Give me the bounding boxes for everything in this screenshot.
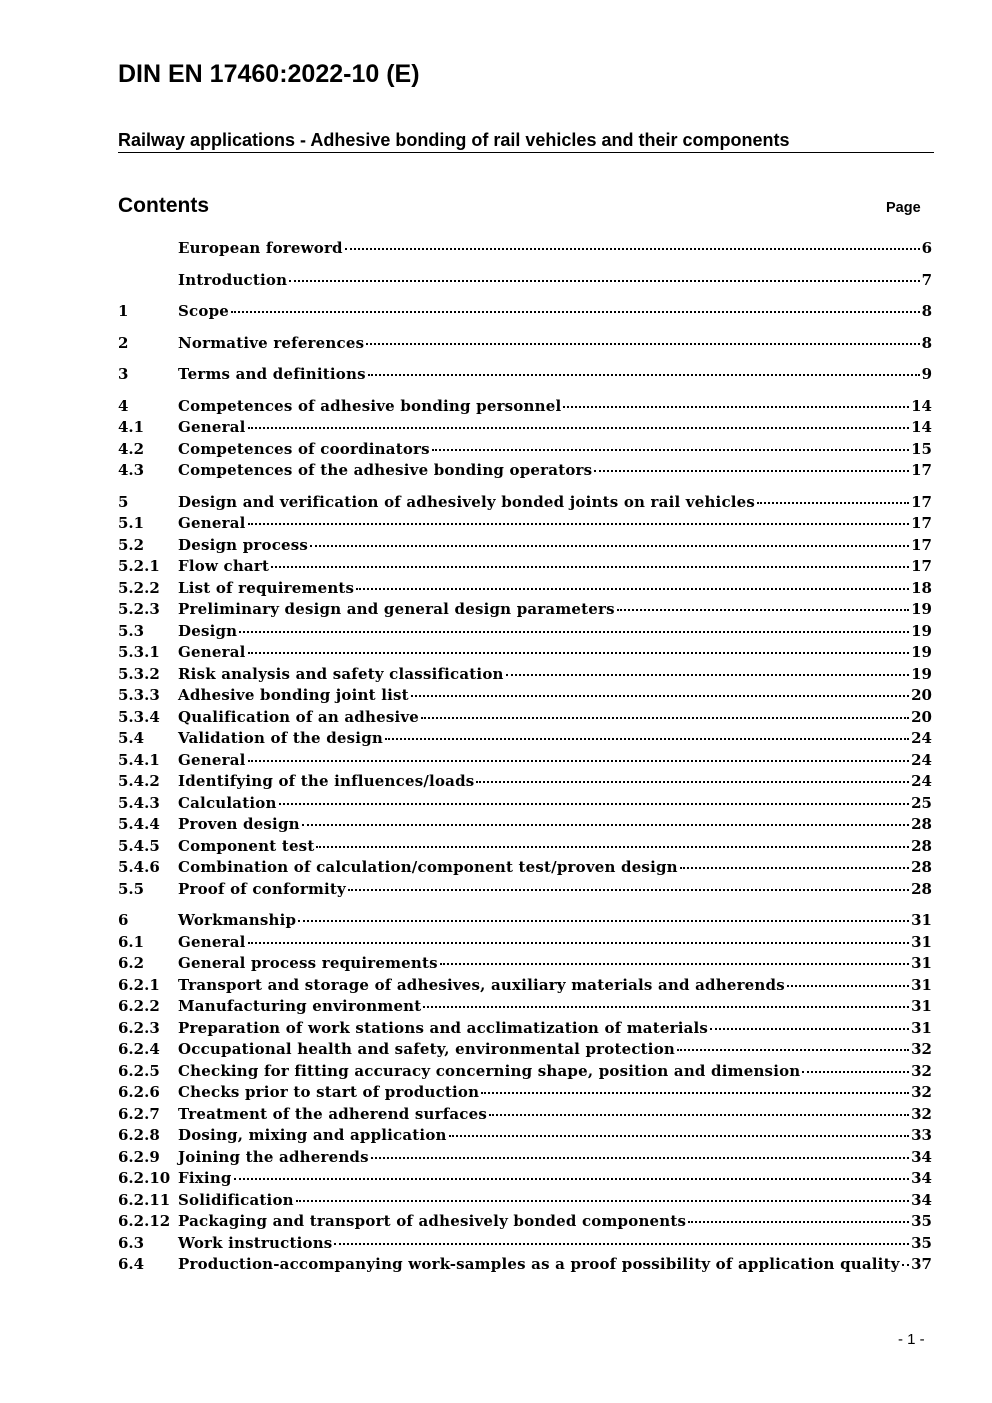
toc-entry-title: General [178, 514, 246, 532]
toc-dot-leader [385, 738, 909, 740]
toc-dot-leader [334, 1243, 909, 1245]
toc-entry-title: Design and verification of adhesively bonded joints on rail vehicles [178, 492, 756, 511]
toc-entry-title: Introduction [178, 270, 288, 289]
toc-entry-title: Packaging and transport of adhesively bonded components [178, 1212, 687, 1230]
document-subtitle: Railway applications - Adhesive bonding of rail vehicles and their components [118, 130, 934, 153]
toc-entry-title: Preliminary design and general design parameters [178, 600, 615, 618]
toc-entry-title: Production-accompanying work-samples as a proof possibility of application quality [178, 1255, 900, 1273]
toc-entry-title: Combination of calculation/component test/proven design [178, 858, 678, 876]
toc-dot-leader [310, 545, 909, 547]
toc-entry-page: 34 [911, 1190, 932, 1209]
toc-entry-page: 31 [911, 975, 932, 994]
toc-entry-number: 6.2.7 [118, 1104, 160, 1123]
toc-dot-leader [617, 609, 909, 611]
toc-entry-title: Design process [178, 535, 309, 554]
toc-entry-page: 31 [911, 911, 932, 929]
toc-dot-leader [231, 311, 920, 313]
toc-dot-leader [248, 427, 910, 429]
toc-entry[interactable] [118, 1254, 932, 1276]
toc-entry-page: 19 [911, 643, 932, 661]
toc-entry-title: Competences of coordinators [178, 439, 430, 458]
toc-entry-title: Occupational health and safety, environmental protection [178, 1040, 676, 1058]
toc-entry-number: 5.2.1 [118, 557, 160, 575]
toc-entry[interactable] [118, 910, 932, 932]
toc-entry-page: 17 [911, 535, 932, 554]
toc-entry[interactable] [118, 578, 932, 600]
toc-entry-number: 6.2.9 [118, 1147, 160, 1166]
toc-dot-leader [688, 1221, 909, 1223]
toc-entry-number: 5.3.2 [118, 664, 160, 683]
toc-entry-number: 6.2.3 [118, 1018, 160, 1037]
toc-entry[interactable] [118, 364, 932, 386]
toc-entry-number: 4.2 [118, 439, 145, 458]
toc-dot-leader [368, 374, 920, 376]
toc-dot-leader [366, 343, 919, 345]
toc-dot-leader [348, 889, 909, 891]
toc-entry-number: 5.5 [118, 879, 145, 898]
toc-entry[interactable] [118, 492, 932, 514]
toc-entry[interactable] [118, 599, 932, 621]
toc-entry[interactable] [118, 556, 932, 578]
toc-entry[interactable] [118, 836, 932, 858]
toc-entry-number: 6.2.8 [118, 1126, 160, 1144]
toc-entry-title: General [178, 643, 246, 661]
toc-entry[interactable] [118, 707, 932, 729]
toc-entry-number: 6.2 [118, 954, 145, 972]
toc-entry-page: 17 [911, 461, 932, 479]
toc-entry-number: 5.4.2 [118, 772, 160, 790]
toc-dot-leader [594, 470, 909, 472]
toc-entry-page: 8 [921, 333, 932, 352]
toc-entry-title: Validation of the design [178, 729, 383, 747]
toc-dot-leader [481, 1092, 909, 1094]
toc-entry[interactable] [118, 642, 932, 664]
toc-entry-title: Terms and definitions [178, 365, 366, 383]
toc-entry-title: Qualification of an adhesive [178, 707, 420, 726]
toc-entry[interactable] [118, 1018, 932, 1040]
toc-entry-number: 5 [118, 492, 129, 511]
toc-entry-title: General [178, 932, 246, 951]
toc-entry-number: 4 [118, 396, 129, 415]
toc-entry-number: 6.3 [118, 1233, 145, 1252]
toc-entry[interactable] [118, 396, 932, 418]
toc-dot-leader [506, 674, 909, 676]
toc-entry[interactable] [118, 793, 932, 815]
toc-entry-number: 4.1 [118, 418, 145, 436]
toc-entry-number: 6.1 [118, 932, 145, 951]
toc-entry-page: 32 [911, 1083, 932, 1101]
toc-entry-number: 6.2.5 [118, 1061, 160, 1080]
toc-entry-page: 31 [911, 1018, 932, 1037]
toc-entry-title: Design [178, 621, 238, 640]
toc-entry[interactable] [118, 1104, 932, 1126]
toc-dot-leader [248, 760, 910, 762]
toc-dot-leader [298, 920, 909, 922]
toc-entry-number: 6 [118, 911, 129, 929]
toc-entry[interactable] [118, 932, 932, 954]
toc-dot-leader [757, 502, 909, 504]
toc-entry-number: 6.4 [118, 1255, 145, 1273]
toc-entry-page: 31 [911, 932, 932, 951]
toc-entry-title: Checks prior to start of production [178, 1083, 480, 1101]
toc-entry-number: 5.4.5 [118, 836, 160, 855]
toc-entry[interactable] [118, 1233, 932, 1255]
toc-entry[interactable] [118, 1147, 932, 1169]
toc-entry-title: Proven design [178, 815, 300, 833]
toc-entry[interactable] [118, 953, 932, 975]
toc-entry-number: 5.4.3 [118, 793, 160, 812]
toc-entry-number: 5.4.1 [118, 750, 160, 769]
contents-heading: Contents [118, 194, 209, 217]
toc-entry-number: 6.2.12 [118, 1212, 171, 1230]
toc-entry-page: 25 [911, 793, 932, 812]
toc-entry-page: 14 [911, 396, 932, 415]
toc-entry[interactable] [118, 535, 932, 557]
toc-entry[interactable] [118, 664, 932, 686]
toc-dot-leader [289, 280, 919, 282]
toc-entry-page: 28 [911, 858, 932, 876]
toc-entry[interactable] [118, 750, 932, 772]
toc-entry[interactable] [118, 879, 932, 901]
toc-entry-title: Competences of the adhesive bonding operators [178, 461, 593, 479]
toc-entry-page: 31 [911, 954, 932, 972]
document-title: DIN EN 17460:2022-10 (E) [118, 60, 420, 88]
toc-entry-page: 17 [911, 557, 932, 575]
toc-entry[interactable] [118, 1125, 932, 1147]
toc-dot-leader [440, 963, 909, 965]
toc-entry[interactable] [118, 685, 932, 707]
toc-entry-page: 37 [911, 1255, 932, 1273]
toc-entry-page: 20 [911, 707, 932, 726]
page-number: - 1 - [898, 1331, 925, 1348]
toc-entry[interactable] [118, 1082, 932, 1104]
toc-entry-title: Proof of conformity [178, 879, 346, 898]
toc-entry-page: 20 [911, 686, 932, 704]
toc-entry-title: Component test [178, 836, 315, 855]
toc-entry[interactable] [118, 814, 932, 836]
toc-dot-leader [356, 588, 909, 590]
toc-entry-number: 5.3.1 [118, 643, 160, 661]
toc-entry-number: 1 [118, 302, 129, 320]
toc-entry-number: 5.3 [118, 621, 145, 640]
toc-entry-title: Fixing [178, 1169, 232, 1187]
toc-dot-leader [248, 523, 910, 525]
toc-dot-leader [316, 846, 909, 848]
toc-entry-page: 6 [921, 239, 932, 257]
toc-entry-page: 35 [911, 1233, 932, 1252]
toc-entry-page: 24 [911, 772, 932, 790]
toc-entry[interactable] [118, 996, 932, 1018]
toc-entry-title: Solidification [178, 1190, 294, 1209]
toc-entry-title: General process requirements [178, 954, 438, 972]
toc-entry-title: Manufacturing environment [178, 997, 422, 1015]
toc-dot-leader [421, 717, 909, 719]
toc-entry-title: General [178, 750, 246, 769]
toc-entry-page: 19 [911, 600, 932, 618]
toc-dot-leader [802, 1071, 909, 1073]
toc-entry-number: 5.3.4 [118, 707, 160, 726]
toc-entry-title: Transport and storage of adhesives, auxiliary materials and adherends [178, 975, 785, 994]
toc-entry-page: 8 [921, 302, 932, 320]
toc-entry-page: 34 [911, 1147, 932, 1166]
toc-entry-number: 5.1 [118, 514, 145, 532]
toc-entry[interactable] [118, 238, 932, 260]
toc-entry-page: 24 [911, 750, 932, 769]
toc-entry-title: Competences of adhesive bonding personnel [178, 396, 562, 415]
toc-entry-page: 31 [911, 997, 932, 1015]
table-of-contents [118, 238, 932, 1276]
toc-entry-page: 15 [911, 439, 932, 458]
toc-entry-number: 2 [118, 333, 129, 352]
toc-entry-title: Workmanship [178, 911, 297, 929]
toc-entry[interactable] [118, 513, 932, 535]
toc-entry-title: List of requirements [178, 578, 355, 597]
toc-entry-title: Scope [178, 302, 230, 320]
toc-entry-title: Checking for fitting accuracy concerning shape, position and dimension [178, 1061, 801, 1080]
toc-dot-leader [677, 1049, 909, 1051]
toc-entry-page: 9 [921, 365, 932, 383]
toc-entry-page: 33 [911, 1126, 932, 1144]
toc-dot-leader [432, 449, 909, 451]
toc-entry-number: 6.2.1 [118, 975, 160, 994]
toc-dot-leader [248, 942, 910, 944]
toc-entry-page: 24 [911, 729, 932, 747]
toc-entry-page: 19 [911, 664, 932, 683]
toc-dot-leader [296, 1200, 909, 1202]
toc-entry[interactable] [118, 460, 932, 482]
toc-entry-number: 5.4.4 [118, 815, 160, 833]
toc-entry-number: 5.2 [118, 535, 145, 554]
toc-entry-page: 28 [911, 815, 932, 833]
toc-entry-page: 35 [911, 1212, 932, 1230]
toc-dot-leader [345, 248, 920, 250]
toc-entry[interactable] [118, 728, 932, 750]
toc-entry-number: 5.4 [118, 729, 145, 747]
toc-entry[interactable] [118, 975, 932, 997]
toc-entry-title: General [178, 418, 246, 436]
toc-entry[interactable] [118, 417, 932, 439]
toc-entry-number: 6.2.11 [118, 1190, 171, 1209]
toc-entry-page: 32 [911, 1104, 932, 1123]
toc-dot-leader [279, 803, 910, 805]
toc-dot-leader [411, 695, 909, 697]
toc-entry-title: Joining the adherends [178, 1147, 369, 1166]
toc-dot-leader [476, 781, 909, 783]
toc-entry-number: 5.3.3 [118, 686, 160, 704]
toc-entry-number: 5.4.6 [118, 858, 160, 876]
toc-entry[interactable] [118, 301, 932, 323]
toc-dot-leader [489, 1114, 909, 1116]
toc-entry-number: 4.3 [118, 461, 145, 479]
toc-entry-title: Calculation [178, 793, 277, 812]
toc-entry-page: 7 [921, 270, 932, 289]
toc-entry[interactable] [118, 333, 932, 355]
toc-dot-leader [234, 1178, 910, 1180]
toc-entry-number: 6.2.6 [118, 1083, 160, 1101]
toc-dot-leader [248, 652, 910, 654]
toc-entry-title: Adhesive bonding joint list [178, 686, 409, 704]
toc-dot-leader [787, 985, 909, 987]
toc-entry-page: 19 [911, 621, 932, 640]
toc-entry-number: 6.2.10 [118, 1169, 171, 1187]
toc-dot-leader [302, 824, 909, 826]
toc-dot-leader [271, 566, 909, 568]
toc-entry[interactable] [118, 1190, 932, 1212]
toc-dot-leader [423, 1006, 909, 1008]
toc-entry-page: 14 [911, 418, 932, 436]
page-column-heading: Page [886, 200, 921, 216]
toc-entry-title: Work instructions [178, 1233, 333, 1252]
toc-entry-number: 5.2.2 [118, 578, 160, 597]
toc-dot-leader [449, 1135, 909, 1137]
toc-entry-page: 17 [911, 492, 932, 511]
toc-entry-title: Risk analysis and safety classification [178, 664, 504, 683]
toc-entry-number: 6.2.2 [118, 997, 160, 1015]
toc-entry[interactable] [118, 270, 932, 292]
toc-entry[interactable] [118, 1168, 932, 1190]
toc-entry[interactable] [118, 771, 932, 793]
toc-entry-page: 32 [911, 1040, 932, 1058]
toc-entry-title: Normative references [178, 333, 365, 352]
toc-entry[interactable] [118, 439, 932, 461]
toc-entry-title: Flow chart [178, 557, 270, 575]
toc-entry[interactable] [118, 1211, 932, 1233]
toc-entry-page: 28 [911, 879, 932, 898]
toc-dot-leader [371, 1157, 909, 1159]
toc-entry[interactable] [118, 857, 932, 879]
toc-entry-page: 18 [911, 578, 932, 597]
toc-entry-title: Preparation of work stations and acclimatization of materials [178, 1018, 709, 1037]
toc-entry-number: 5.2.3 [118, 600, 160, 618]
toc-entry-page: 32 [911, 1061, 932, 1080]
toc-entry-page: 17 [911, 514, 932, 532]
toc-entry-number: 3 [118, 365, 129, 383]
toc-dot-leader [902, 1264, 910, 1266]
toc-entry-title: Identifying of the influences/loads [178, 772, 475, 790]
toc-entry-title: Treatment of the adherend surfaces [178, 1104, 487, 1123]
toc-dot-leader [710, 1028, 909, 1030]
toc-dot-leader [563, 406, 909, 408]
toc-entry-page: 34 [911, 1169, 932, 1187]
toc-entry-title: Dosing, mixing and application [178, 1126, 447, 1144]
toc-dot-leader [239, 631, 909, 633]
toc-entry[interactable] [118, 1061, 932, 1083]
toc-entry[interactable] [118, 621, 932, 643]
toc-dot-leader [680, 867, 909, 869]
toc-entry-page: 28 [911, 836, 932, 855]
toc-entry[interactable] [118, 1039, 932, 1061]
toc-entry-title: European foreword [178, 239, 343, 257]
toc-entry-number: 6.2.4 [118, 1040, 160, 1058]
